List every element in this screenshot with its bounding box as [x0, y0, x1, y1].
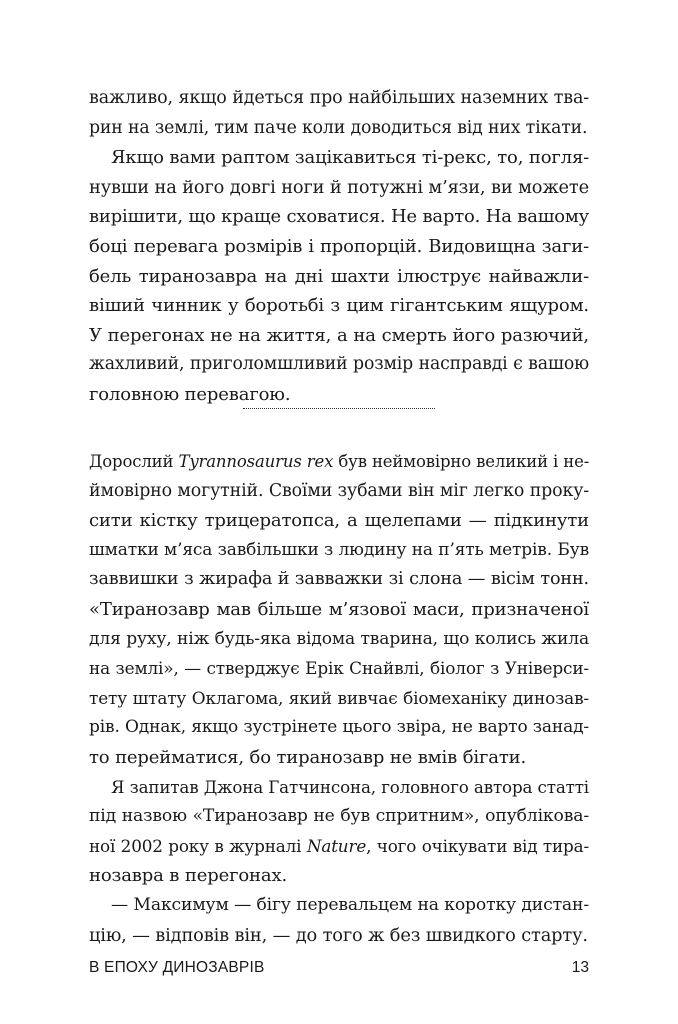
text-line: ймовірно могутній. Своїми зубами він міг легко проку- [89, 480, 589, 501]
species-name-italic: Tyrannosaurus rex [178, 452, 334, 471]
text-line: віший чинник у боротьбі з цим гігантським ящуром. [89, 295, 589, 317]
text-segment: Дорослий [89, 452, 179, 471]
text-line: У перегонах не на життя, а на смерть його разючий, [89, 324, 589, 346]
section-divider [243, 408, 435, 409]
text-line: для руху, ніж будь-яка відома тварина, що колись жила [89, 628, 589, 649]
text-line: то перейматися, бо тиранозавр не вмів бігати. [89, 746, 527, 768]
text-line: «Тиранозавр мав більше м’язової маси, призначеної [89, 598, 589, 620]
paragraph-block-2 [89, 447, 589, 950]
text-line: важливо, якщо йдеться про найбільших наземних тва- [89, 88, 589, 108]
paragraph-block-1 [89, 84, 589, 410]
text-line: головною перевагою. [89, 383, 291, 405]
page-number: 13 [571, 959, 589, 976]
text-line: Якщо вами раптом зацікавиться ті-рекс, то, погля- [111, 147, 589, 169]
text-line: тету штату Оклагома, який вивчає біомеханіку динозав- [89, 687, 589, 708]
text-line: під назвою «Тиранозавр не був спритним», опублікова- [89, 806, 589, 827]
text-segment: , чого очікувати від тира- [366, 835, 589, 856]
text-line: рин на землі, тим паче коли доводиться від них тікати. [89, 117, 588, 138]
text-line: сити кістку трицератопса, а щелепами — підкинути [89, 510, 589, 532]
journal-name-italic: Nature [306, 835, 367, 856]
text-line: бель тиранозавра на дні шахти ілюструє найважли- [89, 265, 589, 287]
text-line: жахливий, приголомшливий розмір насправді є вашою [89, 354, 589, 375]
text-line: шматки м’яса завбільшки з людину на п’ять метрів. Був [89, 539, 589, 560]
text-line [89, 447, 589, 477]
text-segment: був неймовірно великий і не- [333, 452, 589, 471]
text-line: заввишки з жирафа й завважки зі слона — вісім тонн. [89, 569, 589, 590]
text-line: цію, — відповів він, — до того ж без швидкого старту. [89, 924, 588, 946]
text-line: нувши на його довгі ноги й потужні м’язи, ви можете [89, 176, 589, 198]
text-line: — Максимум — бігу перевальцем на коротку дистан- [111, 894, 589, 915]
running-head: В ЕПОХУ ДИНОЗАВРІВ [89, 959, 265, 976]
text-segment: ної 2002 року в журналі [89, 835, 307, 856]
text-line: нозавра в перегонах. [89, 865, 288, 887]
text-line: вирішити, що краще сховатися. Не варто. На вашому [89, 206, 589, 228]
text-line: рів. Однак, якщо зустрінете цього звіра, не варто занад- [89, 717, 589, 738]
text-line [89, 832, 589, 862]
text-line: Я запитав Джона Гатчинсона, головного автора статті [111, 776, 589, 797]
text-line: на землі», — стверджує Ерік Снайвлі, біолог з Універси- [89, 658, 589, 679]
text-line: боці перевага розмірів і пропорцій. Видовищна заги- [89, 235, 589, 257]
